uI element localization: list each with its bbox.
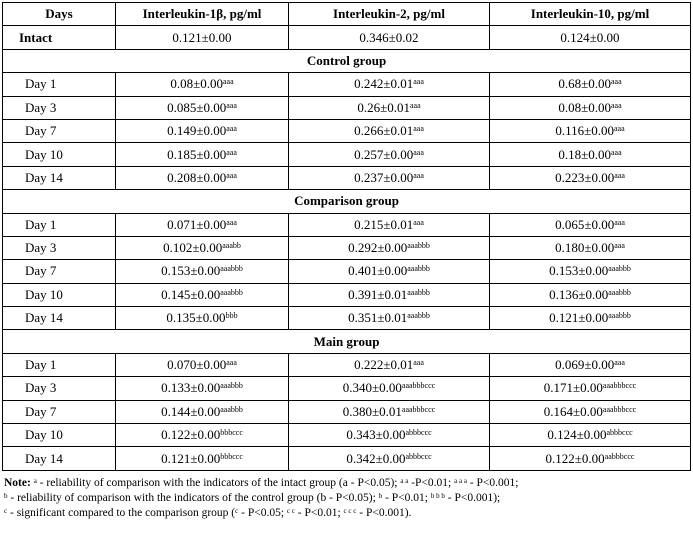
significance-marker: aaabbb xyxy=(220,404,243,414)
table-row xyxy=(3,260,691,283)
group-title-row xyxy=(3,49,691,72)
cell-value: 0.18±0.00 xyxy=(558,146,611,162)
table-note xyxy=(2,476,690,521)
note-line xyxy=(4,491,690,506)
note-superscript: c xyxy=(4,506,8,515)
value-cell xyxy=(490,119,691,142)
day-label: Day 1 xyxy=(3,353,116,376)
cell-value: 0.08±0.00 xyxy=(558,99,611,115)
table-row xyxy=(3,447,691,470)
significance-marker: aaa xyxy=(610,100,622,110)
cell-value: 0.257±0.00 xyxy=(354,146,414,162)
header-il2: Interleukin-2, pg/ml xyxy=(289,3,490,26)
cell-value: 0.153±0.00 xyxy=(549,263,609,279)
value-cell xyxy=(490,400,691,423)
value-cell xyxy=(289,400,490,423)
significance-marker: aabbbccc xyxy=(604,451,635,461)
cell-value: 0.391±0.01 xyxy=(348,286,408,302)
table-row xyxy=(3,424,691,447)
note-text: - P<0.001; xyxy=(466,476,519,489)
cell-value: 0.144±0.00 xyxy=(161,403,221,419)
intact-cell xyxy=(490,26,691,49)
cell-value: 0.121±0.00 xyxy=(549,310,609,326)
note-superscript: c c xyxy=(286,506,295,515)
cell-value: 0.215±0.01 xyxy=(354,216,414,232)
cell-value: 0.208±0.00 xyxy=(167,169,227,185)
significance-marker: aaabbbccc xyxy=(602,381,637,391)
table-container xyxy=(2,2,690,521)
day-label: Day 14 xyxy=(3,307,116,330)
value-cell xyxy=(116,119,289,142)
cell-value: 0.121±0.00 xyxy=(161,450,221,466)
header-days: Days xyxy=(3,3,116,26)
significance-marker: aaabbb xyxy=(407,287,430,297)
significance-marker: aaa xyxy=(413,124,424,134)
table-row xyxy=(3,236,691,259)
significance-marker: aaabbb xyxy=(220,381,243,391)
value-cell xyxy=(116,260,289,283)
value-cell xyxy=(490,213,691,236)
cell-value: 0.122±0.00 xyxy=(545,450,605,466)
table-row xyxy=(3,353,691,376)
significance-marker: aaa xyxy=(413,77,424,87)
cell-value: 0.085±0.00 xyxy=(167,99,227,115)
header-il1b: Interleukin-1β, pg/ml xyxy=(116,3,289,26)
table-row xyxy=(3,377,691,400)
day-label: Day 3 xyxy=(3,96,116,119)
note-superscript: b xyxy=(378,491,383,500)
value-cell xyxy=(490,73,691,96)
significance-marker: aaa xyxy=(610,147,622,157)
cell-value: 0.124±0.00 xyxy=(547,427,607,443)
value-cell xyxy=(289,307,490,330)
significance-marker: aaa xyxy=(614,358,625,368)
cell-value: 0.171±0.00 xyxy=(543,380,603,396)
significance-marker: aaabbb xyxy=(407,311,430,321)
significance-marker: aaabbb xyxy=(220,264,243,274)
cell-value: 0.222±0.01 xyxy=(354,357,414,373)
note-line xyxy=(4,476,690,491)
value-cell xyxy=(289,236,490,259)
value-cell xyxy=(490,260,691,283)
cell-value: 0.68±0.00 xyxy=(558,76,611,92)
note-text: - P<0.001); xyxy=(444,491,501,504)
group-title: Control group xyxy=(3,49,691,72)
value-cell xyxy=(289,73,490,96)
cell-value: 0.223±0.00 xyxy=(555,169,615,185)
value-cell xyxy=(490,307,691,330)
significance-marker: aaa xyxy=(222,77,234,87)
interleukin-table xyxy=(2,2,691,471)
table-row xyxy=(3,119,691,142)
cell-value: 0.133±0.00 xyxy=(161,380,221,396)
note-superscript: c c c xyxy=(343,506,357,515)
intact-label: Intact xyxy=(3,26,116,49)
note-superscript: b b b xyxy=(430,491,445,500)
cell-value: 0.26±0.01 xyxy=(357,99,410,115)
significance-marker: aaabbbccc xyxy=(401,404,436,414)
value-cell xyxy=(116,283,289,306)
note-superscript: c xyxy=(235,506,239,515)
value-cell xyxy=(116,96,289,119)
day-label: Day 1 xyxy=(3,73,116,96)
significance-marker: aaa xyxy=(614,124,625,134)
significance-marker: aaabbb xyxy=(407,241,430,251)
significance-marker: aaa xyxy=(614,217,625,227)
note-text: - P<0.001). xyxy=(356,506,412,519)
day-label: Day 3 xyxy=(3,236,116,259)
significance-marker: aaa xyxy=(614,170,625,180)
value-cell xyxy=(490,236,691,259)
significance-marker: aaa xyxy=(226,147,237,157)
significance-marker: aaa xyxy=(610,77,622,87)
cell-value: 0.153±0.00 xyxy=(161,263,221,279)
significance-marker: aaa xyxy=(226,358,237,368)
intact-cell xyxy=(289,26,490,49)
significance-marker: aaabbb xyxy=(608,311,631,321)
cell-value: 0.242±0.01 xyxy=(354,76,414,92)
value-cell xyxy=(289,353,490,376)
day-label: Day 14 xyxy=(3,447,116,470)
day-label: Day 14 xyxy=(3,166,116,189)
significance-marker: aaa xyxy=(413,217,424,227)
note-text: - significant compared to the comparison group ( xyxy=(7,506,236,519)
significance-marker: aaabb xyxy=(222,241,241,251)
significance-marker: bbbccc xyxy=(220,428,243,438)
header-row xyxy=(3,3,691,26)
cell-value: 0.401±0.00 xyxy=(348,263,408,279)
table-row xyxy=(3,307,691,330)
significance-marker: aaa xyxy=(226,124,237,134)
note-superscript: a a xyxy=(400,476,409,485)
value-cell xyxy=(490,143,691,166)
value-cell xyxy=(116,353,289,376)
group-title-row xyxy=(3,190,691,213)
cell-value: 0.185±0.00 xyxy=(167,146,227,162)
value-cell xyxy=(289,447,490,470)
note-text: - P<0.01; xyxy=(382,491,431,504)
significance-marker: aaabbb xyxy=(220,287,243,297)
table-row xyxy=(3,73,691,96)
cell-value: 0.292±0.00 xyxy=(348,240,408,256)
table-row xyxy=(3,400,691,423)
cell-value: 0.266±0.01 xyxy=(354,123,414,139)
day-label: Day 10 xyxy=(3,283,116,306)
cell-value: 0.102±0.00 xyxy=(163,240,223,256)
significance-marker: aaa xyxy=(226,100,237,110)
value-cell xyxy=(116,307,289,330)
group-title: Comparison group xyxy=(3,190,691,213)
note-line xyxy=(4,506,690,521)
value-cell xyxy=(490,166,691,189)
cell-value: 0.380±0.01 xyxy=(342,403,402,419)
cell-value: 0.149±0.00 xyxy=(167,123,227,139)
significance-marker: aaa xyxy=(409,100,421,110)
cell-value: 0.343±0.00 xyxy=(346,427,406,443)
significance-marker: aaa xyxy=(226,170,237,180)
significance-marker: aaabbb xyxy=(608,264,631,274)
value-cell xyxy=(116,400,289,423)
value-cell xyxy=(116,447,289,470)
table-body xyxy=(3,26,691,470)
value-cell xyxy=(289,96,490,119)
day-label: Day 10 xyxy=(3,143,116,166)
value-cell xyxy=(116,236,289,259)
note-superscript: a xyxy=(33,476,37,485)
value-cell xyxy=(116,213,289,236)
note-text: - reliability of comparison with the indicators of the intact group (a - P<0.05); xyxy=(36,476,401,489)
day-label: Day 3 xyxy=(3,377,116,400)
value-cell xyxy=(289,213,490,236)
value-cell xyxy=(490,377,691,400)
cell-value: 0.136±0.00 xyxy=(549,286,609,302)
intact-row xyxy=(3,26,691,49)
significance-marker: abbbccc xyxy=(405,428,432,438)
note-superscript: a a a xyxy=(454,476,467,485)
table-row xyxy=(3,143,691,166)
value-cell xyxy=(289,283,490,306)
value-cell xyxy=(116,377,289,400)
intact-cell xyxy=(116,26,289,49)
value-cell xyxy=(289,260,490,283)
cell-value: 0.342±0.00 xyxy=(346,450,406,466)
value-cell xyxy=(116,424,289,447)
value-cell xyxy=(490,353,691,376)
value-cell xyxy=(289,377,490,400)
table-row xyxy=(3,213,691,236)
day-label: Day 10 xyxy=(3,424,116,447)
cell-value: 0.164±0.00 xyxy=(543,403,603,419)
value-cell xyxy=(116,73,289,96)
group-title-row xyxy=(3,330,691,353)
table-row xyxy=(3,96,691,119)
significance-marker: aaabbbccc xyxy=(401,381,436,391)
note-superscript: b xyxy=(4,491,8,500)
note-text: - P<0.01; xyxy=(294,506,344,519)
header-il10: Interleukin-10, pg/ml xyxy=(490,3,691,26)
significance-marker: aaa xyxy=(413,147,424,157)
value-cell xyxy=(289,424,490,447)
cell-value: 0.135±0.00 xyxy=(166,310,226,326)
value-cell xyxy=(116,166,289,189)
note-text: - reliability of comparison with the indicators of the control group (b - P<0.05); xyxy=(7,491,379,504)
day-label: Day 7 xyxy=(3,400,116,423)
cell-value: 0.351±0.01 xyxy=(348,310,408,326)
note-text: - P<0.05; xyxy=(238,506,287,519)
significance-marker: aaa xyxy=(413,170,424,180)
value-cell xyxy=(490,96,691,119)
significance-marker: bbb xyxy=(225,311,238,321)
note-text: -P<0.01; xyxy=(408,476,455,489)
cell-value: 0.122±0.00 xyxy=(161,427,221,443)
significance-marker: abbbccc xyxy=(606,428,633,438)
day-label: Day 7 xyxy=(3,260,116,283)
cell-value: 0.065±0.00 xyxy=(555,216,615,232)
group-title: Main group xyxy=(3,330,691,353)
value-cell xyxy=(490,424,691,447)
cell-value: 0.121±0.00 xyxy=(172,29,232,45)
cell-value: 0.340±0.00 xyxy=(342,380,402,396)
cell-value: 0.180±0.00 xyxy=(555,240,615,256)
value-cell xyxy=(289,119,490,142)
cell-value: 0.145±0.00 xyxy=(161,286,221,302)
value-cell xyxy=(289,143,490,166)
significance-marker: aaabbbccc xyxy=(602,404,637,414)
day-label: Day 1 xyxy=(3,213,116,236)
significance-marker: aaabbb xyxy=(407,264,430,274)
cell-value: 0.069±0.00 xyxy=(555,357,615,373)
significance-marker: aaa xyxy=(413,358,424,368)
cell-value: 0.08±0.00 xyxy=(170,76,223,92)
cell-value: 0.237±0.00 xyxy=(354,169,414,185)
table-row xyxy=(3,283,691,306)
significance-marker: aaa xyxy=(226,217,237,227)
value-cell xyxy=(490,283,691,306)
significance-marker: aaa xyxy=(614,241,625,251)
value-cell xyxy=(490,447,691,470)
cell-value: 0.116±0.00 xyxy=(555,123,614,139)
significance-marker: abbbccc xyxy=(405,451,432,461)
value-cell xyxy=(289,166,490,189)
table-row xyxy=(3,166,691,189)
significance-marker: aaabbb xyxy=(608,287,631,297)
cell-value: 0.346±0.02 xyxy=(359,29,419,45)
day-label: Day 7 xyxy=(3,119,116,142)
cell-value: 0.071±0.00 xyxy=(167,216,227,232)
note-label: Note: xyxy=(4,476,31,489)
cell-value: 0.070±0.00 xyxy=(167,357,227,373)
value-cell xyxy=(116,143,289,166)
significance-marker: bbbccc xyxy=(220,451,243,461)
cell-value: 0.124±0.00 xyxy=(560,29,620,45)
